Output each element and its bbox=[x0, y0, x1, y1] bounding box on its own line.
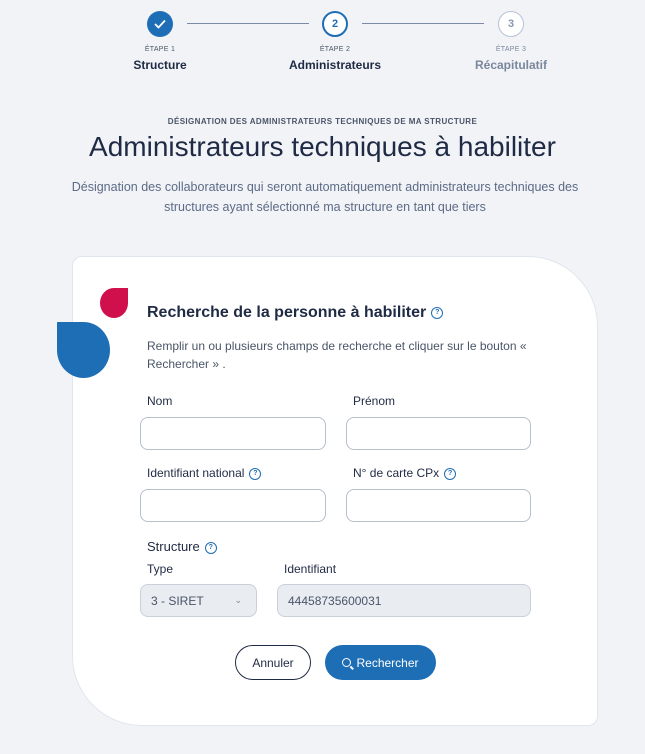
step-1-name: Structure bbox=[133, 58, 187, 72]
nom-label: Nom bbox=[147, 394, 173, 408]
identifiant-label: Identifiant bbox=[284, 562, 337, 576]
identifiant-field bbox=[277, 584, 531, 617]
card-title bbox=[147, 304, 443, 322]
chevron-down-icon: ⌄ bbox=[234, 595, 242, 605]
help-icon[interactable]: ? bbox=[444, 468, 456, 480]
step-3-name: Récapitulatif bbox=[474, 58, 547, 72]
nom-input[interactable] bbox=[140, 417, 326, 450]
prenom-label: Prénom bbox=[353, 394, 396, 408]
identifiant-national-label-text: Identifiant national bbox=[147, 466, 245, 480]
identifiant-national-label bbox=[147, 466, 261, 480]
page-title: Administrateurs techniques à habiliter bbox=[89, 131, 556, 162]
cancel-button[interactable]: Annuler bbox=[235, 645, 311, 680]
page-subtitle: Désignation des collaborateurs qui seront automatiquement administrateurs techniques des structures ayant sélectionné ma structure en tant que tiers bbox=[71, 180, 579, 214]
identifiant-national-input[interactable] bbox=[140, 489, 326, 522]
search-button-label: Rechercher bbox=[356, 655, 419, 670]
stepper bbox=[0, 0, 645, 80]
decorative-drop-red bbox=[100, 288, 128, 318]
structure-label bbox=[147, 539, 217, 554]
step-2-name: Administrateurs bbox=[288, 58, 382, 72]
search-button[interactable] bbox=[325, 645, 436, 680]
step-3-number: 3 bbox=[498, 11, 524, 37]
step-1-check-icon bbox=[147, 11, 173, 37]
type-select-value: 3 - SIRET bbox=[151, 593, 204, 608]
page-overline: DÉSIGNATION DES ADMINISTRATEURS TECHNIQUES DE MA STRUCTURE bbox=[167, 117, 478, 126]
decorative-drop-blue bbox=[57, 322, 110, 378]
step-3-caption: ÉTAPE 3 bbox=[495, 46, 527, 53]
step-connector bbox=[362, 23, 484, 24]
prenom-input[interactable] bbox=[346, 417, 531, 450]
card-title-text: Recherche de la personne à habiliter bbox=[147, 304, 427, 321]
step-connector bbox=[187, 23, 309, 24]
help-icon[interactable]: ? bbox=[205, 542, 217, 554]
carte-cpx-label-text: N° de carte CPx bbox=[353, 466, 440, 480]
search-icon bbox=[342, 658, 351, 667]
type-label: Type bbox=[147, 562, 174, 576]
identifiant-value: 44458735600031 bbox=[288, 593, 382, 608]
structure-label-text: Structure bbox=[147, 539, 200, 554]
type-select bbox=[140, 584, 257, 617]
carte-cpx-label bbox=[353, 466, 456, 480]
card-description: Remplir un ou plusieurs champs de recherche et cliquer sur le bouton « Rechercher » . bbox=[147, 339, 527, 371]
step-2-number: 2 bbox=[322, 11, 348, 37]
help-icon[interactable]: ? bbox=[249, 468, 261, 480]
carte-cpx-input[interactable] bbox=[346, 489, 531, 522]
step-2-caption: ÉTAPE 2 bbox=[319, 46, 351, 53]
help-icon[interactable]: ? bbox=[431, 307, 443, 319]
step-1-caption: ÉTAPE 1 bbox=[144, 46, 176, 53]
